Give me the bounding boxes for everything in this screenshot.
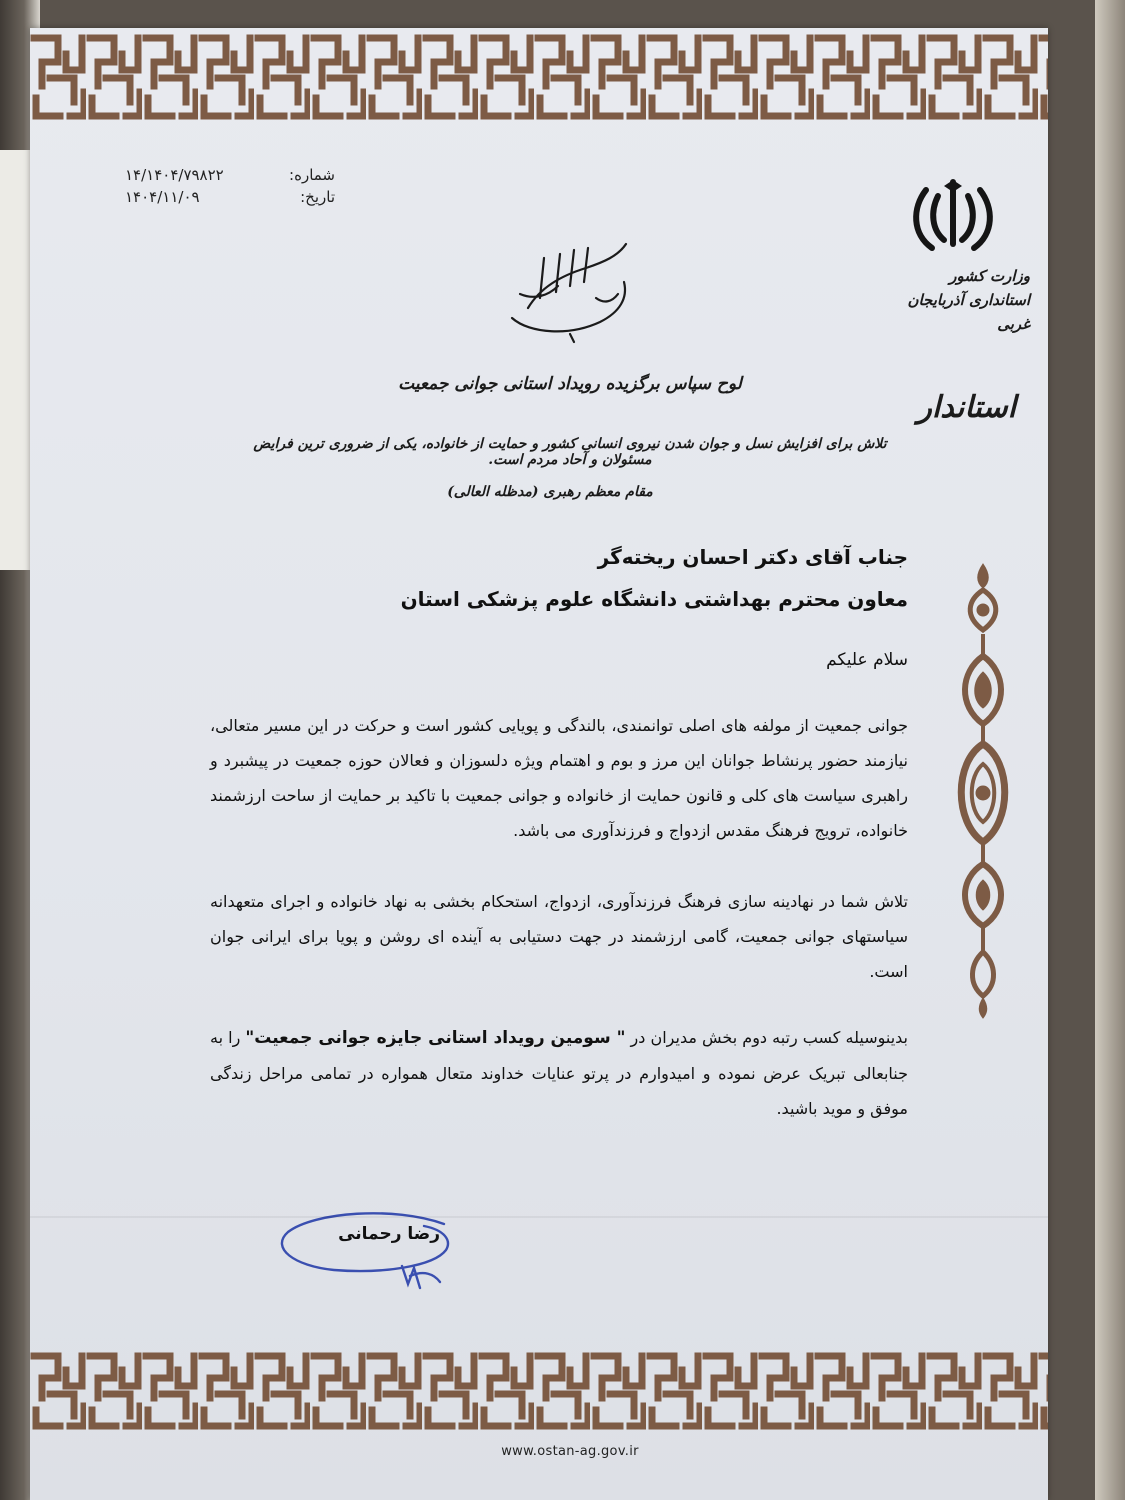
body-paragraph-3: [210, 1020, 908, 1126]
leader-quote: تلاش برای افزایش نسل و جوان شدن نیروی انسانی کشور و حمایت از خانواده، یکی از ضروری ترین فرایض مسئولان و آحاد مردم است.: [253, 436, 887, 468]
letter-page: [30, 28, 1048, 1500]
ministry-heading: [870, 264, 1030, 336]
award-closing-text: را به جنابعالی تبریک عرض نموده و امیدوارم در پرتو عنایات خداوند متعال همواره در تمامی مراحل زندگی موفق و موید باشید.: [210, 1028, 908, 1118]
iran-emblem-icon: [908, 178, 998, 258]
greeting: سلام علیکم: [826, 650, 908, 670]
letter-number-row: [125, 164, 335, 186]
top-decorative-border: [30, 28, 1048, 126]
addressee-position: معاون محترم بهداشتی دانشگاه علوم پزشکی استان: [400, 587, 908, 611]
plaque-title: لوح سپاس برگزیده رویداد استانی جوانی جمعیت: [398, 374, 742, 394]
number-label: شماره:: [289, 166, 335, 184]
basmala-calligraphy: [500, 238, 640, 348]
award-intro-text: بدینوسیله کسب رتبه دوم بخش مدیران در: [630, 1028, 908, 1047]
letter-meta: [125, 164, 335, 208]
addressee-block: [320, 536, 908, 620]
date-label: تاریخ:: [300, 188, 335, 206]
province-name: استانداری آذربایجان غربی: [907, 291, 1030, 333]
body-paragraph-1: جوانی جمعیت از مولفه های اصلی توانمندی، بالندگی و پویایی کشور است و حرکت در این مسیر متعالی، نیازمند حضور پرنشاط جوانان این مرز و بوم و اهتمام ویژه دلسوزان و فعالان حوزه جمعیت در پیشبرد و راهبری سیاست های کلی و قانون حمایت از خانواده و جوانی جمعیت با تاکید بر حمایت از ساحت ارزشمند خانواده، ترویج فرهنگ مقدس ازدواج و فرزندآوری می باشد.: [210, 716, 908, 840]
addressee-name: جناب آقای دکتر احسان ریخته‌گر: [597, 545, 908, 569]
governor-title: استاندار: [917, 390, 1016, 425]
event-name: " سومین رویداد استانی جایزه جوانی جمعیت": [245, 1028, 626, 1048]
ministry-name: وزارت کشور: [949, 267, 1030, 285]
signatory-name: رضا رحمانی: [338, 1224, 440, 1244]
letter-date-row: [125, 186, 335, 208]
vertical-ornament-icon: [952, 560, 1014, 1020]
quote-source: مقام معظم رهبری (مدظله العالی): [447, 484, 653, 500]
background-desk-right: [1095, 0, 1125, 1500]
website-url: www.ostan-ag.gov.ir: [501, 1444, 639, 1459]
handwritten-signature: [274, 1204, 454, 1300]
number-value: ۱۴/۱۴۰۴/۷۹۸۲۲: [125, 166, 224, 184]
date-value: ۱۴۰۴/۱۱/۰۹: [125, 188, 200, 206]
body-paragraph-2: تلاش شما در نهادینه سازی فرهنگ فرزندآوری، ازدواج، استحکام بخشی به نهاد خانواده و اجرای متعهدانه سیاستهای جوانی جمعیت، گامی ارزشمند در جهت دستیابی به آینده ای روشن و پویا برای ایرانی جوان است.: [210, 892, 908, 981]
page-fold-line: [30, 1216, 1048, 1218]
underlying-paper-edge: [0, 150, 31, 570]
